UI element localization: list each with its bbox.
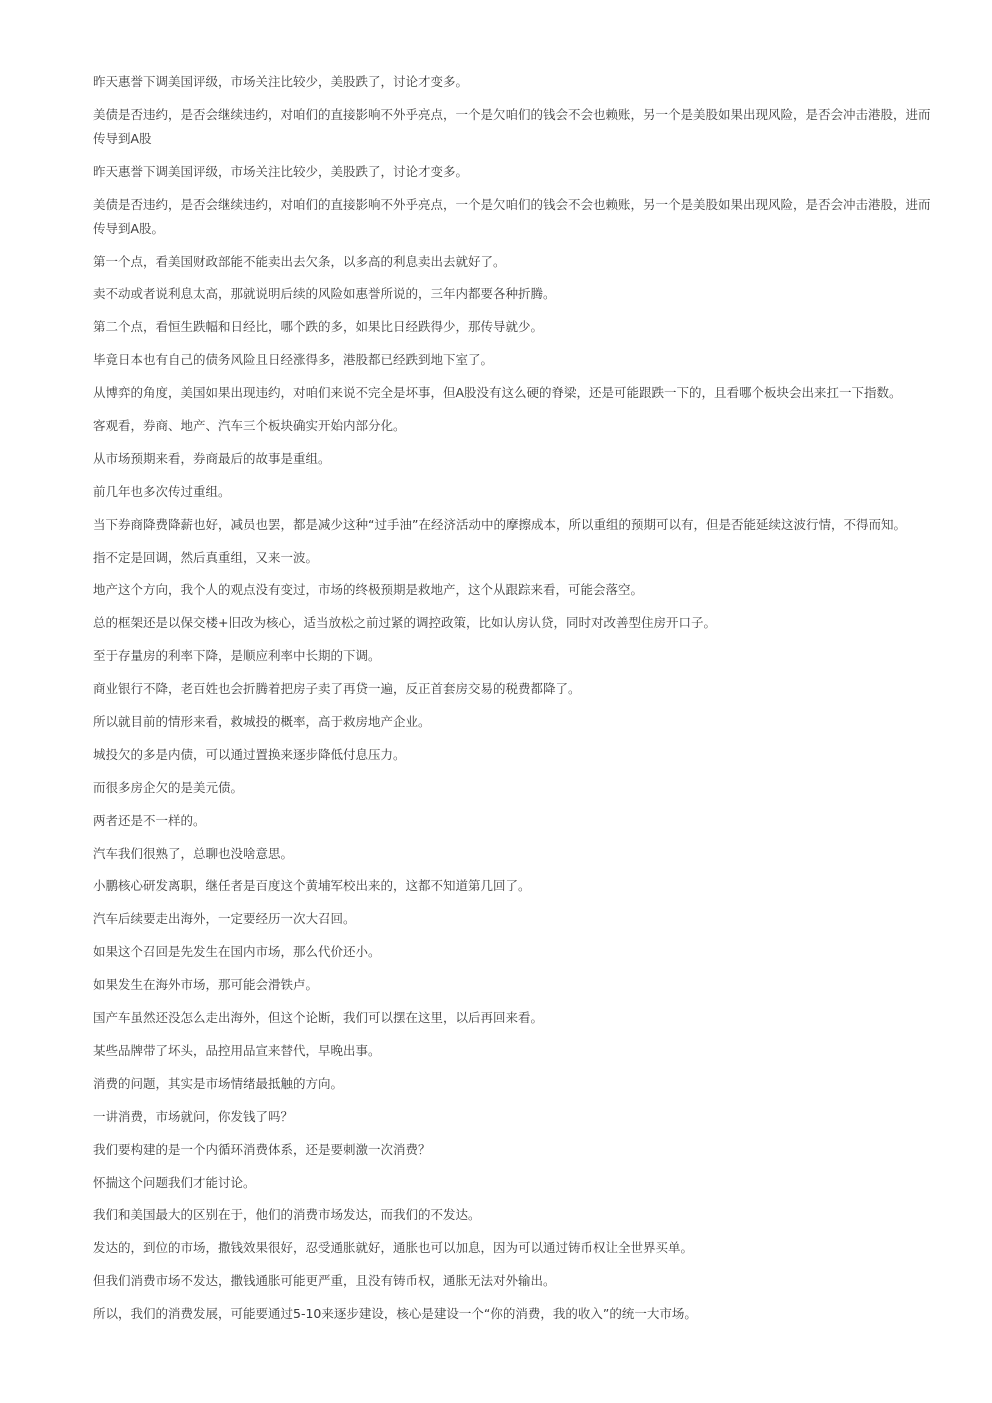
paragraph: 但我们消费市场不发达，撒钱通胀可能更严重，且没有铸币权，通胀无法对外输出。 — [93, 1273, 556, 1289]
paragraph: 所以就目前的情形来看，救城投的概率，高于救房地产企业。 — [93, 714, 431, 730]
paragraph: 我们和美国最大的区别在于，他们的消费市场发达，而我们的不发达。 — [93, 1207, 481, 1223]
paragraph: 地产这个方向，我个人的观点没有变过，市场的终极预期是救地产，这个从跟踪来看，可能会落空。 — [93, 582, 644, 598]
paragraph: 从市场预期来看，券商最后的故事是重组。 — [93, 450, 331, 466]
article-body — [93, 70, 933, 1335]
paragraph: 至于存量房的利率下降，是顺应利率中长期的下调。 — [93, 648, 381, 664]
paragraph: 第一个点，看美国财政部能不能卖出去欠条，以多高的利息卖出去就好了。 — [93, 253, 506, 269]
paragraph: 国产车虽然还没怎么走出海外，但这个论断，我们可以摆在这里，以后再回来看。 — [93, 1010, 544, 1026]
paragraph: 卖不动或者说利息太高，那就说明后续的风险如惠誉所说的，三年内都要各种折腾。 — [93, 286, 556, 302]
paragraph: 从博弈的角度，美国如果出现违约，对咱们来说不完全是坏事，但A股没有这么硬的脊梁，还是可能跟跌一下的，且看哪个板块会出来扛一下指数。 — [93, 385, 902, 401]
paragraph: 当下券商降费降薪也好，减员也罢，都是减少这种“过手油”在经济活动中的摩擦成本，所以重组的预期可以有，但是否能延续这波行情，不得而知。 — [93, 516, 906, 532]
paragraph: 第二个点，看恒生跌幅和日经比，哪个跌的多，如果比日经跌得少，那传导就少。 — [93, 319, 544, 335]
paragraph: 商业银行不降，老百姓也会折腾着把房子卖了再贷一遍，反正首套房交易的税费都降了。 — [93, 681, 581, 697]
paragraph: 如果这个召回是先发生在国内市场，那么代价还小。 — [93, 944, 381, 960]
paragraph: 一讲消费，市场就问，你发钱了吗？ — [93, 1108, 294, 1124]
paragraph: 客观看，券商、地产、汽车三个板块确实开始内部分化。 — [93, 418, 406, 434]
paragraph: 美债是否违约，是否会继续违约，对咱们的直接影响不外乎亮点，一个是欠咱们的钱会不会也赖账，另一个是美股如果出现风险，是否会冲击港股，进而传导到A股 — [93, 106, 931, 146]
paragraph: 汽车我们很熟了，总聊也没啥意思。 — [93, 845, 294, 861]
paragraph: 指不定是回调，然后真重组，又来一波。 — [93, 549, 319, 565]
paragraph: 美债是否违约，是否会继续违约，对咱们的直接影响不外乎亮点，一个是欠咱们的钱会不会也赖账，另一个是美股如果出现风险，是否会冲击港股，进而传导到A股。 — [93, 196, 931, 236]
paragraph: 昨天惠誉下调美国评级，市场关注比较少，美股跌了，讨论才变多。 — [93, 163, 469, 179]
paragraph: 两者还是不一样的。 — [93, 812, 206, 828]
paragraph: 怀揣这个问题我们才能讨论。 — [93, 1174, 256, 1190]
paragraph: 总的框架还是以保交楼+旧改为核心，适当放松之前过紧的调控政策，比如认房认贷，同时对改善型住房开口子。 — [93, 615, 716, 631]
paragraph: 汽车后续要走出海外，一定要经历一次大召回。 — [93, 911, 356, 927]
paragraph: 如果发生在海外市场，那可能会滑铁卢。 — [93, 977, 319, 993]
paragraph: 小鹏核心研发离职，继任者是百度这个黄埔军校出来的，这都不知道第几回了。 — [93, 878, 531, 894]
paragraph: 消费的问题，其实是市场情绪最抵触的方向。 — [93, 1075, 344, 1091]
paragraph: 某些品牌带了坏头，品控用品宣来替代，早晚出事。 — [93, 1042, 381, 1058]
paragraph: 所以，我们的消费发展，可能要通过5-10来逐步建设，核心是建设一个“你的消费，我的收入”的统一大市场。 — [93, 1306, 697, 1322]
paragraph: 毕竟日本也有自己的债务风险且日经涨得多，港股都已经跌到地下室了。 — [93, 352, 494, 368]
paragraph: 昨天惠誉下调美国评级，市场关注比较少，美股跌了，讨论才变多。 — [93, 74, 469, 89]
paragraph: 发达的，到位的市场，撒钱效果很好，忍受通胀就好，通胀也可以加息，因为可以通过铸币权让全世界买单。 — [93, 1240, 694, 1256]
paragraph: 我们要构建的是一个内循环消费体系，还是要刺激一次消费？ — [93, 1141, 431, 1157]
paragraph: 而很多房企欠的是美元债。 — [93, 779, 244, 795]
paragraph: 城投欠的多是内债，可以通过置换来逐步降低付息压力。 — [93, 746, 406, 762]
paragraph: 前几年也多次传过重组。 — [93, 483, 231, 499]
